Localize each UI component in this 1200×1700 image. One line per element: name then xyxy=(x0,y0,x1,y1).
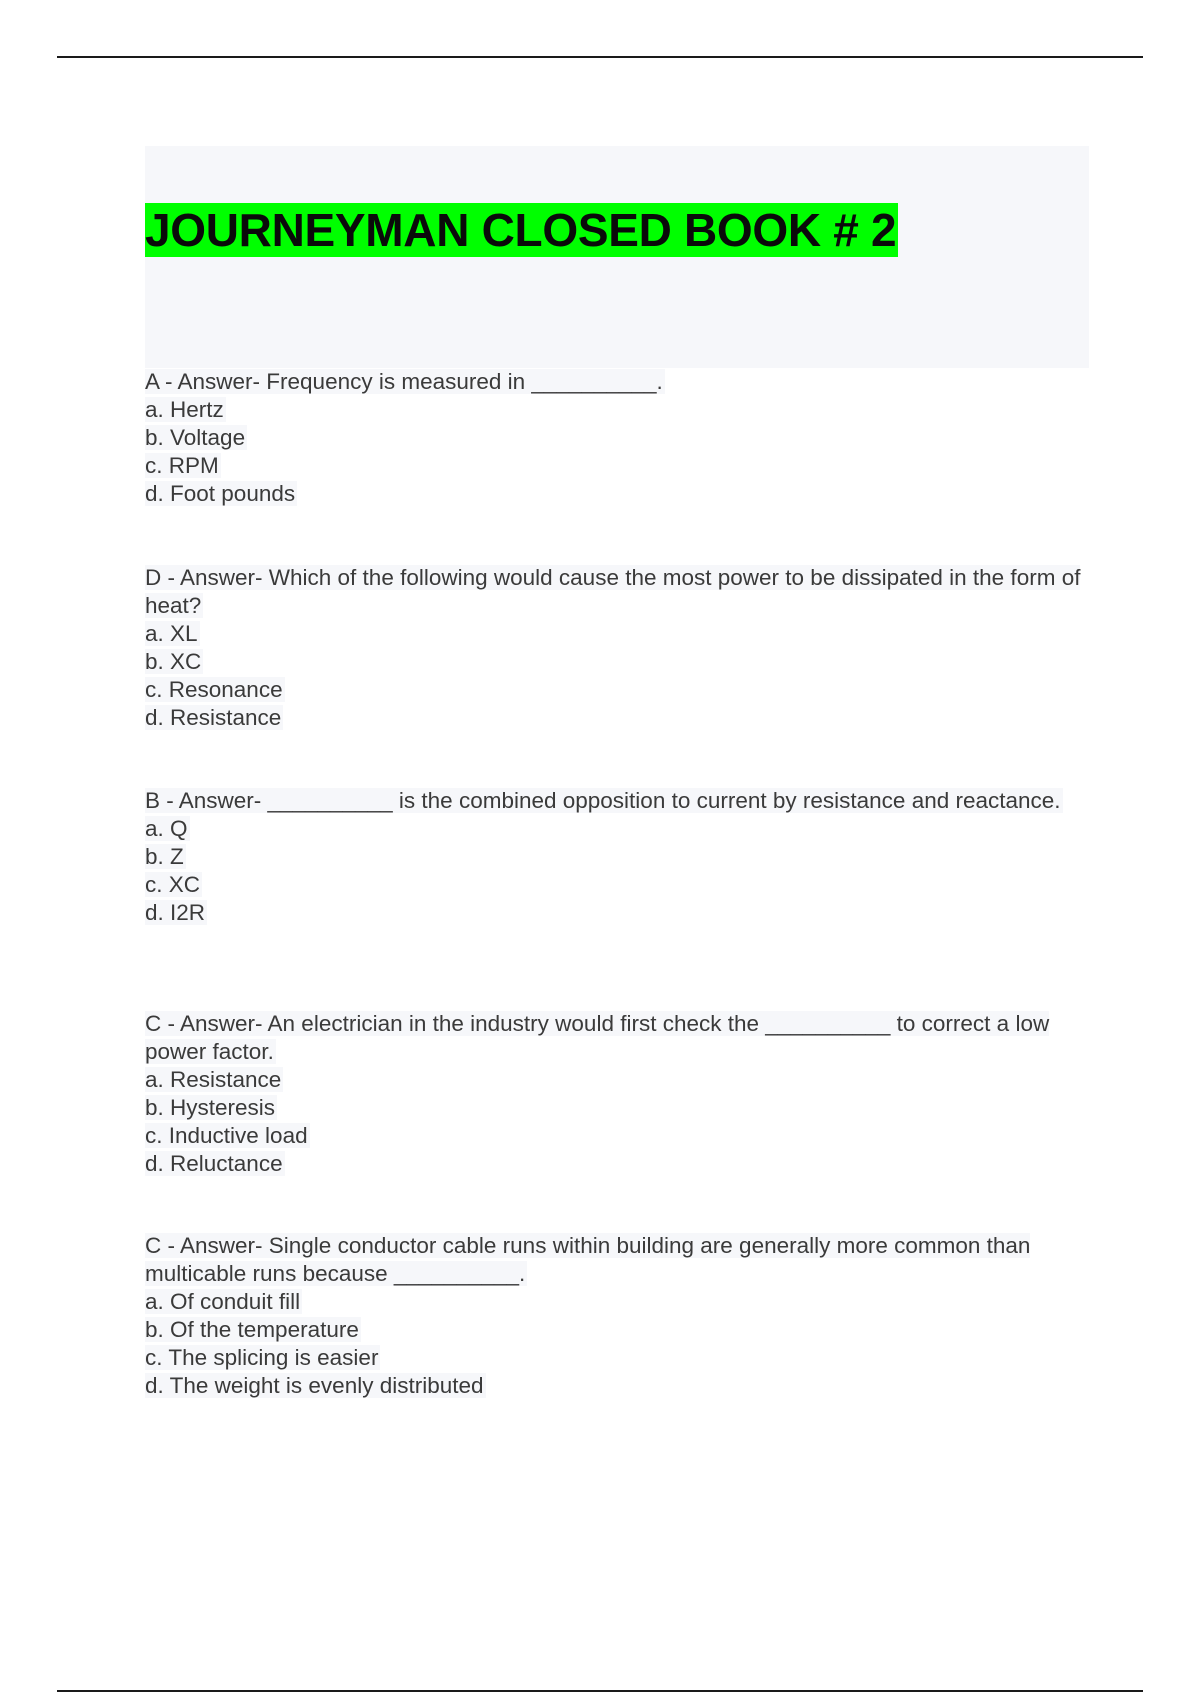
title-band xyxy=(145,146,1089,368)
option-a: a. Hertz xyxy=(145,397,224,422)
options-list xyxy=(145,1288,1085,1400)
options-list xyxy=(145,396,1085,508)
option-a: a. Resistance xyxy=(145,1067,282,1092)
option-a: a. Of conduit fill xyxy=(145,1289,301,1314)
top-rule xyxy=(57,56,1143,58)
option-c: c. Inductive load xyxy=(145,1123,308,1148)
options-list xyxy=(145,1066,1085,1178)
option-c: c. Resonance xyxy=(145,677,283,702)
document-title: JOURNEYMAN CLOSED BOOK # 2 xyxy=(145,204,897,256)
question-text: C - Answer- Single conductor cable runs within building are generally more common than multicable runs because __________. xyxy=(145,1233,1031,1286)
question-block-1 xyxy=(145,368,1085,508)
option-b: b. XC xyxy=(145,649,202,674)
option-d: d. I2R xyxy=(145,900,206,925)
option-c: c. The splicing is easier xyxy=(145,1345,379,1370)
question-text: C - Answer- An electrician in the industry would first check the __________ to correct a low power factor. xyxy=(145,1011,1050,1064)
option-d: d. Foot pounds xyxy=(145,481,296,506)
options-list xyxy=(145,815,1085,927)
option-d: d. The weight is evenly distributed xyxy=(145,1373,484,1398)
option-c: c. XC xyxy=(145,872,201,897)
option-b: b. Z xyxy=(145,844,184,869)
option-a: a. XL xyxy=(145,621,198,646)
option-b: b. Hysteresis xyxy=(145,1095,276,1120)
question-block-3 xyxy=(145,787,1085,927)
option-b: b. Voltage xyxy=(145,425,246,450)
option-d: d. Resistance xyxy=(145,705,282,730)
question-text: D - Answer- Which of the following would cause the most power to be dissipated in the form of heat? xyxy=(145,565,1081,618)
bottom-rule xyxy=(57,1690,1143,1692)
option-d: d. Reluctance xyxy=(145,1151,283,1176)
question-text: A - Answer- Frequency is measured in __________. xyxy=(145,369,663,394)
question-text: B - Answer- __________ is the combined opposition to current by resistance and reactance. xyxy=(145,788,1061,813)
option-a: a. Q xyxy=(145,816,188,841)
options-list xyxy=(145,620,1085,732)
question-block-4 xyxy=(145,1010,1085,1178)
option-c: c. RPM xyxy=(145,453,219,478)
question-block-2 xyxy=(145,564,1085,732)
option-b: b. Of the temperature xyxy=(145,1317,359,1342)
question-block-5 xyxy=(145,1232,1085,1400)
